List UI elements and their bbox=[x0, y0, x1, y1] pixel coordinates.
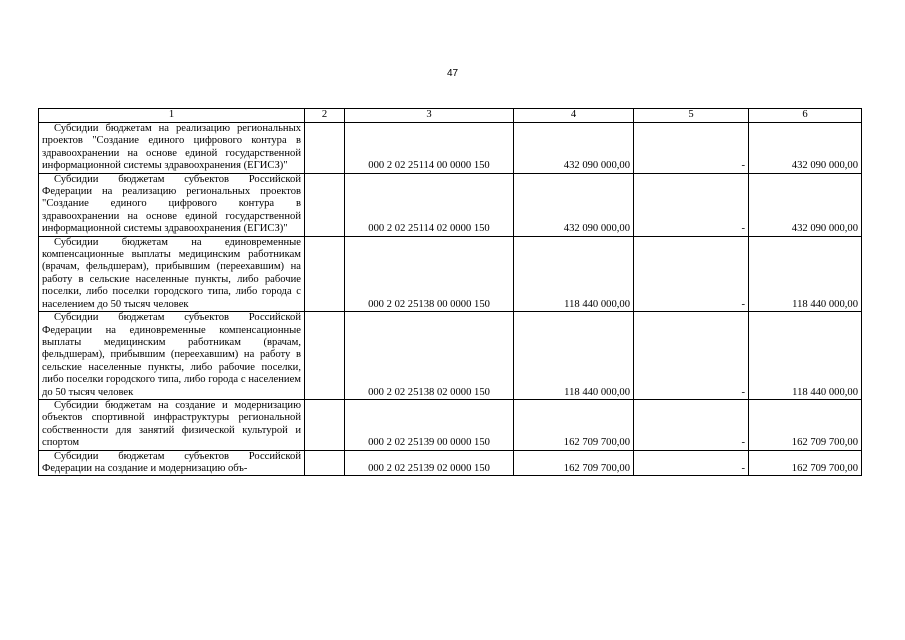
row-col5-cell: - bbox=[634, 173, 749, 236]
row-col2-cell bbox=[305, 236, 345, 311]
header-col-4: 4 bbox=[514, 109, 634, 123]
row-name-cell: Субсидии бюджетам субъектов Российской Федерации на создание и модернизацию объ- bbox=[39, 450, 305, 476]
header-col-2: 2 bbox=[305, 109, 345, 123]
row-col2-cell bbox=[305, 450, 345, 476]
row-name-cell: Субсидии бюджетам субъектов Российской Федерации на реализацию региональных проектов "Создание единого цифрового контура в здравоохранении на основе единой государственной информационной системы здравоохранения (ЕГИСЗ)" bbox=[39, 173, 305, 236]
row-amount-cell: 432 090 000,00 bbox=[514, 173, 634, 236]
table-row bbox=[39, 312, 862, 400]
row-total-cell: 162 709 700,00 bbox=[749, 450, 862, 476]
row-code-cell: 000 2 02 25138 02 0000 150 bbox=[345, 312, 514, 400]
row-code-cell: 000 2 02 25114 00 0000 150 bbox=[345, 123, 514, 174]
row-code-cell: 000 2 02 25138 00 0000 150 bbox=[345, 236, 514, 311]
row-amount-cell: 118 440 000,00 bbox=[514, 312, 634, 400]
row-col5-cell: - bbox=[634, 123, 749, 174]
row-total-cell: 432 090 000,00 bbox=[749, 173, 862, 236]
row-total-cell: 432 090 000,00 bbox=[749, 123, 862, 174]
header-col-6: 6 bbox=[749, 109, 862, 123]
row-name-cell: Субсидии бюджетам на создание и модернизацию объектов спортивной инфраструктуры региональной собственности для занятий физической культурой и спортом bbox=[39, 399, 305, 450]
row-code-cell: 000 2 02 25139 02 0000 150 bbox=[345, 450, 514, 476]
row-code-cell: 000 2 02 25139 00 0000 150 bbox=[345, 399, 514, 450]
header-row bbox=[39, 109, 862, 123]
row-amount-cell: 162 709 700,00 bbox=[514, 450, 634, 476]
header-col-1: 1 bbox=[39, 109, 305, 123]
row-col5-cell: - bbox=[634, 312, 749, 400]
row-amount-cell: 162 709 700,00 bbox=[514, 399, 634, 450]
row-name-cell: Субсидии бюджетам на реализацию региональных проектов "Создание единого цифрового контура в здравоохранении на основе единой государственной информационной системы здравоохранения (ЕГИСЗ)" bbox=[39, 123, 305, 174]
row-col5-cell: - bbox=[634, 450, 749, 476]
table-row bbox=[39, 450, 862, 476]
row-name-cell: Субсидии бюджетам субъектов Российской Федерации на единовременные компенсационные выплаты медицинским работникам (врачам, фельдшерам), прибывшим (переехавшим) на работу в сельские населенные пункты, либо рабочие поселки, либо поселки городского типа, либо города с населением до 50 тысяч человек bbox=[39, 312, 305, 400]
row-name-cell: Субсидии бюджетам на единовременные компенсационные выплаты медицинским работникам (врачам, фельдшерам), прибывшим (переехавшим) на работу в сельские населенные пункты, либо рабочие поселки, либо поселки городского типа, либо города с населением до 50 тысяч человек bbox=[39, 236, 305, 311]
row-col2-cell bbox=[305, 173, 345, 236]
header-col-3: 3 bbox=[345, 109, 514, 123]
row-col2-cell bbox=[305, 123, 345, 174]
row-col2-cell bbox=[305, 399, 345, 450]
row-amount-cell: 432 090 000,00 bbox=[514, 123, 634, 174]
row-amount-cell: 118 440 000,00 bbox=[514, 236, 634, 311]
page-number: 47 bbox=[446, 68, 459, 79]
table-row bbox=[39, 173, 862, 236]
row-col5-cell: - bbox=[634, 399, 749, 450]
table-row bbox=[39, 236, 862, 311]
budget-table bbox=[38, 108, 862, 476]
row-total-cell: 162 709 700,00 bbox=[749, 399, 862, 450]
row-total-cell: 118 440 000,00 bbox=[749, 312, 862, 400]
row-total-cell: 118 440 000,00 bbox=[749, 236, 862, 311]
header-col-5: 5 bbox=[634, 109, 749, 123]
table-row bbox=[39, 399, 862, 450]
table-row bbox=[39, 123, 862, 174]
row-col5-cell: - bbox=[634, 236, 749, 311]
row-col2-cell bbox=[305, 312, 345, 400]
row-code-cell: 000 2 02 25114 02 0000 150 bbox=[345, 173, 514, 236]
